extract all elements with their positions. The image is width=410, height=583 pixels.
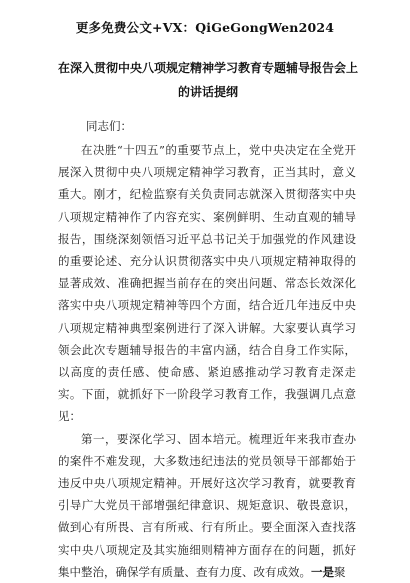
paragraph-first-point-text: 第一，要深化学习、固本培元。梳理近年来我市查办的案件不难发现，大多数违纪违法的党员领导干部都始于违反中央八项规定精神。开展好这次学习教育，就要教育引导广大党员干部增强纪律意识、规矩意识、敬畏意识，做到心有所畏、言有所戒、行有所止。要全面深入查找落实中央八项规定及其实施细则精神方面存在的问题，抓好集中整治，确保学有质量、查有力度、改有成效。: [58, 431, 356, 579]
salutation: 同志们：: [86, 119, 132, 133]
watermark-header: 更多免费公文+VX：QiGeGongWen2024: [75, 20, 335, 35]
emphasis-yishi: 一是: [311, 564, 334, 579]
paragraph-first-point: [58, 428, 356, 583]
paragraph-trailing-text: 聚: [334, 564, 346, 579]
document-title: 在深入贯彻中央八项规定精神学习教育专题辅导报告会上的讲话提纲: [58, 61, 359, 99]
document-body: [58, 139, 356, 583]
paragraph-intro: 在决胜“十四五”的重要节点上，党中央决定在全党开展深入贯彻中央八项规定精神学习教育，正当其时，意义重大。刚才，纪检监察有关负责同志就深入贯彻落实中央八项规定精神作了内容充实、案例鲜明、生动直观的辅导报告，围绕深刻领悟习近平总书记关于加强党的作风建设的重要论述、充分认识贯彻落实中央八项规定精神取得的显著成效、准确把握当前存在的突出问题、常态长效深化落实中央八项规定精神等四个方面，结合近几年违反中央八项规定精神典型案例进行了深入讲解。大家要认真学习领会此次专题辅导报告的丰富内涵，结合自身工作实际，以高度的责任感、使命感、紧迫感推动学习教育走深走实。下面，就抓好下一阶段学习教育工作，我强调几点意见：: [58, 143, 356, 424]
